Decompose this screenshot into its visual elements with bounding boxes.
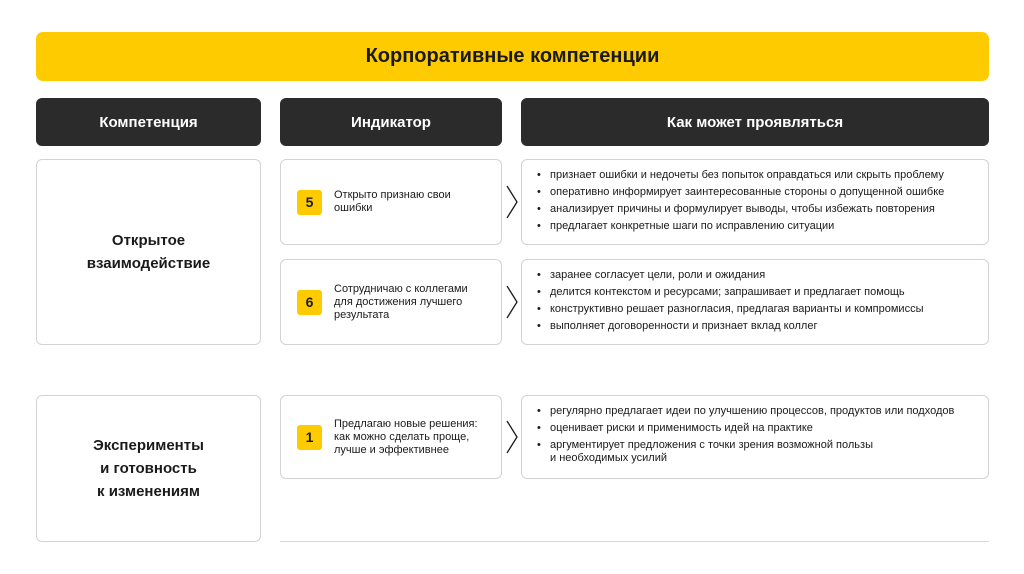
- header-manifestation: [521, 98, 989, 146]
- examples-card-5: [521, 159, 989, 245]
- list-item: • конструктивно решает разногласия, предлагая варианты и компромиссы: [536, 303, 978, 316]
- competence-name: [87, 229, 210, 275]
- list-item: • признает ошибки и недочеты без попыток оправдаться или скрыть проблему: [536, 169, 978, 182]
- examples-card-6: [521, 259, 989, 345]
- indicator-text-line: результата: [334, 308, 390, 321]
- examples-card-1: [521, 395, 989, 479]
- list-item: [536, 439, 978, 465]
- indicator-number: 5: [305, 194, 314, 210]
- indicator-card-1: [280, 395, 502, 479]
- indicator-number: 6: [305, 294, 314, 310]
- examples-list: [536, 269, 978, 333]
- header-manifestation-label: Как может проявляться: [666, 113, 844, 131]
- list-item: • оперативно информирует заинтересованные стороны о допущенной ошибке: [536, 186, 978, 199]
- page-title-text: Корпоративные компетенции: [365, 45, 660, 67]
- indicator-text: [334, 189, 461, 215]
- list-item-line: аргументирует предложения с точки зрения возможной пользы: [550, 439, 873, 451]
- examples-list: [536, 169, 978, 233]
- indicator-text-line: лучше и эффективнее: [334, 443, 449, 456]
- header-indicator: [280, 98, 502, 146]
- competence-card-open-interaction: [36, 159, 261, 345]
- header-competence: [36, 98, 261, 146]
- indicator-number-badge: [297, 425, 322, 450]
- list-item: • анализирует причины и формулирует выводы, чтобы избежать повторения: [536, 203, 978, 216]
- indicator-text-line: как можно сделать проще,: [334, 430, 470, 443]
- indicator-text: [334, 418, 488, 457]
- indicator-card-5: [280, 159, 502, 245]
- indicator-text-line: ошибки: [334, 202, 373, 214]
- indicator-text-line: для достижения лучшего: [334, 295, 463, 308]
- list-item: • делится контекстом и ресурсами; запрашивает и предлагает помощь: [536, 286, 978, 299]
- competence-name-line: и готовность: [100, 460, 197, 477]
- indicator-text: [334, 283, 478, 322]
- indicator-text-line: Предлагаю новые решения:: [334, 417, 478, 430]
- header-indicator-label: Индикатор: [351, 113, 431, 131]
- competence-name-line: взаимодействие: [86, 255, 211, 272]
- page-title: [36, 32, 989, 81]
- divider: [280, 541, 989, 542]
- competence-name-line: Открытое: [111, 232, 186, 249]
- chevron-right-icon: [505, 420, 519, 454]
- indicator-number: 1: [305, 429, 314, 445]
- header-competence-label: Компетенция: [99, 113, 198, 131]
- competence-name-line: Эксперименты: [93, 437, 204, 454]
- competence-card-experiments: [36, 395, 261, 542]
- list-item: • оценивает риски и применимость идей на практике: [536, 422, 978, 435]
- indicator-text-line: Открыто признаю свои: [334, 189, 451, 201]
- competence-name-line: к изменениям: [97, 483, 200, 500]
- examples-list: [536, 405, 978, 465]
- list-item-line: и необходимых усилий: [550, 452, 668, 464]
- indicator-card-6: [280, 259, 502, 345]
- list-item: • регулярно предлагает идеи по улучшению процессов, продуктов или подходов: [536, 405, 978, 418]
- list-item: • предлагает конкретные шаги по исправлению ситуации: [536, 220, 978, 233]
- indicator-number-badge: [297, 190, 322, 215]
- list-item: • выполняет договоренности и признает вклад коллег: [536, 320, 978, 333]
- indicator-number-badge: [297, 290, 322, 315]
- chevron-right-icon: [505, 185, 519, 219]
- competence-name: [93, 434, 204, 503]
- indicator-text-line: Сотрудничаю с коллегами: [334, 282, 468, 295]
- list-item: • заранее согласует цели, роли и ожидания: [536, 269, 978, 282]
- chevron-right-icon: [505, 285, 519, 319]
